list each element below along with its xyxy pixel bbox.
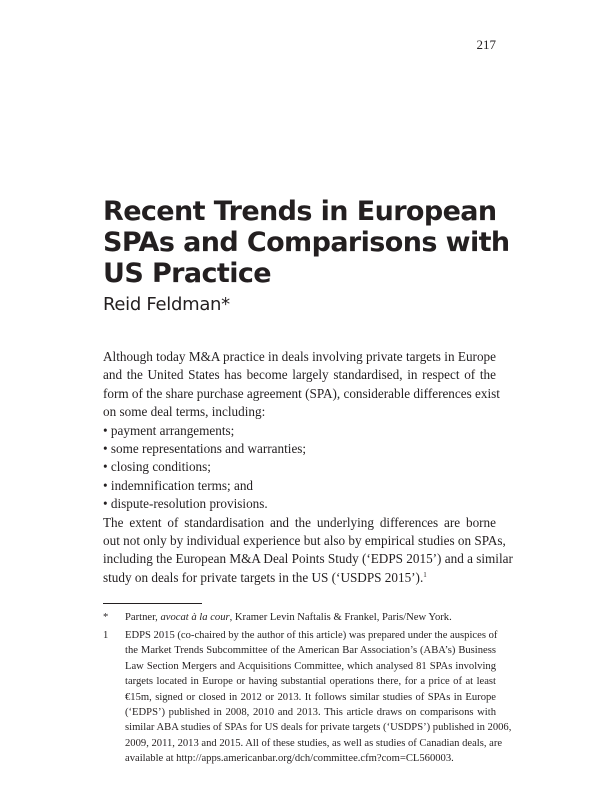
title-line: US Practice xyxy=(103,258,271,289)
body-line xyxy=(103,569,496,587)
footnote-text: , Kramer Levin Naftalis & Frankel, Paris/New York. xyxy=(229,612,452,623)
footnote-line: Law Section Mergers and Acquisitions Committee, which analysed 81 SPAs involving xyxy=(125,660,496,672)
title-line: SPAs and Comparisons with xyxy=(103,227,510,258)
footnote-1 xyxy=(103,628,512,767)
body-line: form of the share purchase agreement (SPA), considerable differences exist xyxy=(103,385,500,401)
author-footnote-mark: * xyxy=(221,294,230,315)
footnote-mark: * xyxy=(103,612,109,623)
footnote-line: the Market Trends Subcommittee of the American Bar Association’s (ABA’s) Business xyxy=(125,645,496,657)
body-line: and the United States has become largely standardised, in respect of the xyxy=(103,367,496,383)
body-line: The extent of standardisation and the underlying differences are borne xyxy=(103,514,496,530)
footnote-line: 2009, 2011, 2013 and 2015. All of these studies, as well as studies of Canadian deals, are xyxy=(125,737,503,749)
bullet-item: • indemnification terms; and xyxy=(103,477,496,495)
footnote-author xyxy=(103,610,496,625)
body-line: out not only by individual experience but also by empirical studies on SPAs, xyxy=(103,533,506,549)
bullet-item: • some representations and warranties; xyxy=(103,440,496,458)
body-line-text: study on deals for private targets in the US (‘USDPS 2015’). xyxy=(103,569,424,585)
footnote-line: available at http://apps.americanbar.org/dch/committee.cfm?com=CL560003. xyxy=(125,753,454,765)
bullet-item: • payment arrangements; xyxy=(103,422,496,440)
author-name: Reid Feldman xyxy=(103,294,222,315)
footnote-line: similar ABA studies of SPAs for US deals for private targets (‘USDPS’) published in 2006, xyxy=(125,722,512,734)
footnote-line: EDPS 2015 (co-chaired by the author of this article) was prepared under the auspices of xyxy=(125,630,498,641)
footnote-line xyxy=(125,610,496,625)
page-number: 217 xyxy=(476,37,496,52)
body-line: on some deal terms, including: xyxy=(103,404,266,420)
body-text xyxy=(103,348,513,587)
author-byline xyxy=(103,294,230,315)
body-line: Although today M&A practice in deals involving private targets in Europe xyxy=(103,349,496,364)
title-line: Recent Trends in European xyxy=(103,196,497,227)
footnote-mark: 1 xyxy=(103,630,109,641)
article-title xyxy=(103,196,510,289)
bullet-item: • dispute-resolution provisions. xyxy=(103,495,496,513)
body-line: including the European M&A Deal Points Study (‘EDPS 2015’) and a similar xyxy=(103,551,513,567)
footnote-line: targets located in Europe or having substantial operations there, for a price of at least xyxy=(125,676,496,688)
footnote-text: Partner, xyxy=(125,612,161,623)
footnote-line: €15m, signed or closed in 2012 or 2013. It follows similar studies of SPAs in Europe xyxy=(125,691,496,703)
footnote-italic: avocat à la cour xyxy=(160,612,230,623)
footnote-separator xyxy=(103,603,202,604)
bullet-item: • closing conditions; xyxy=(103,458,496,476)
footnote-reference: 1 xyxy=(423,570,427,579)
footnote-line: (‘EDPS’) published in 2008, 2010 and 2013. This article draws on comparisons with xyxy=(125,707,496,719)
